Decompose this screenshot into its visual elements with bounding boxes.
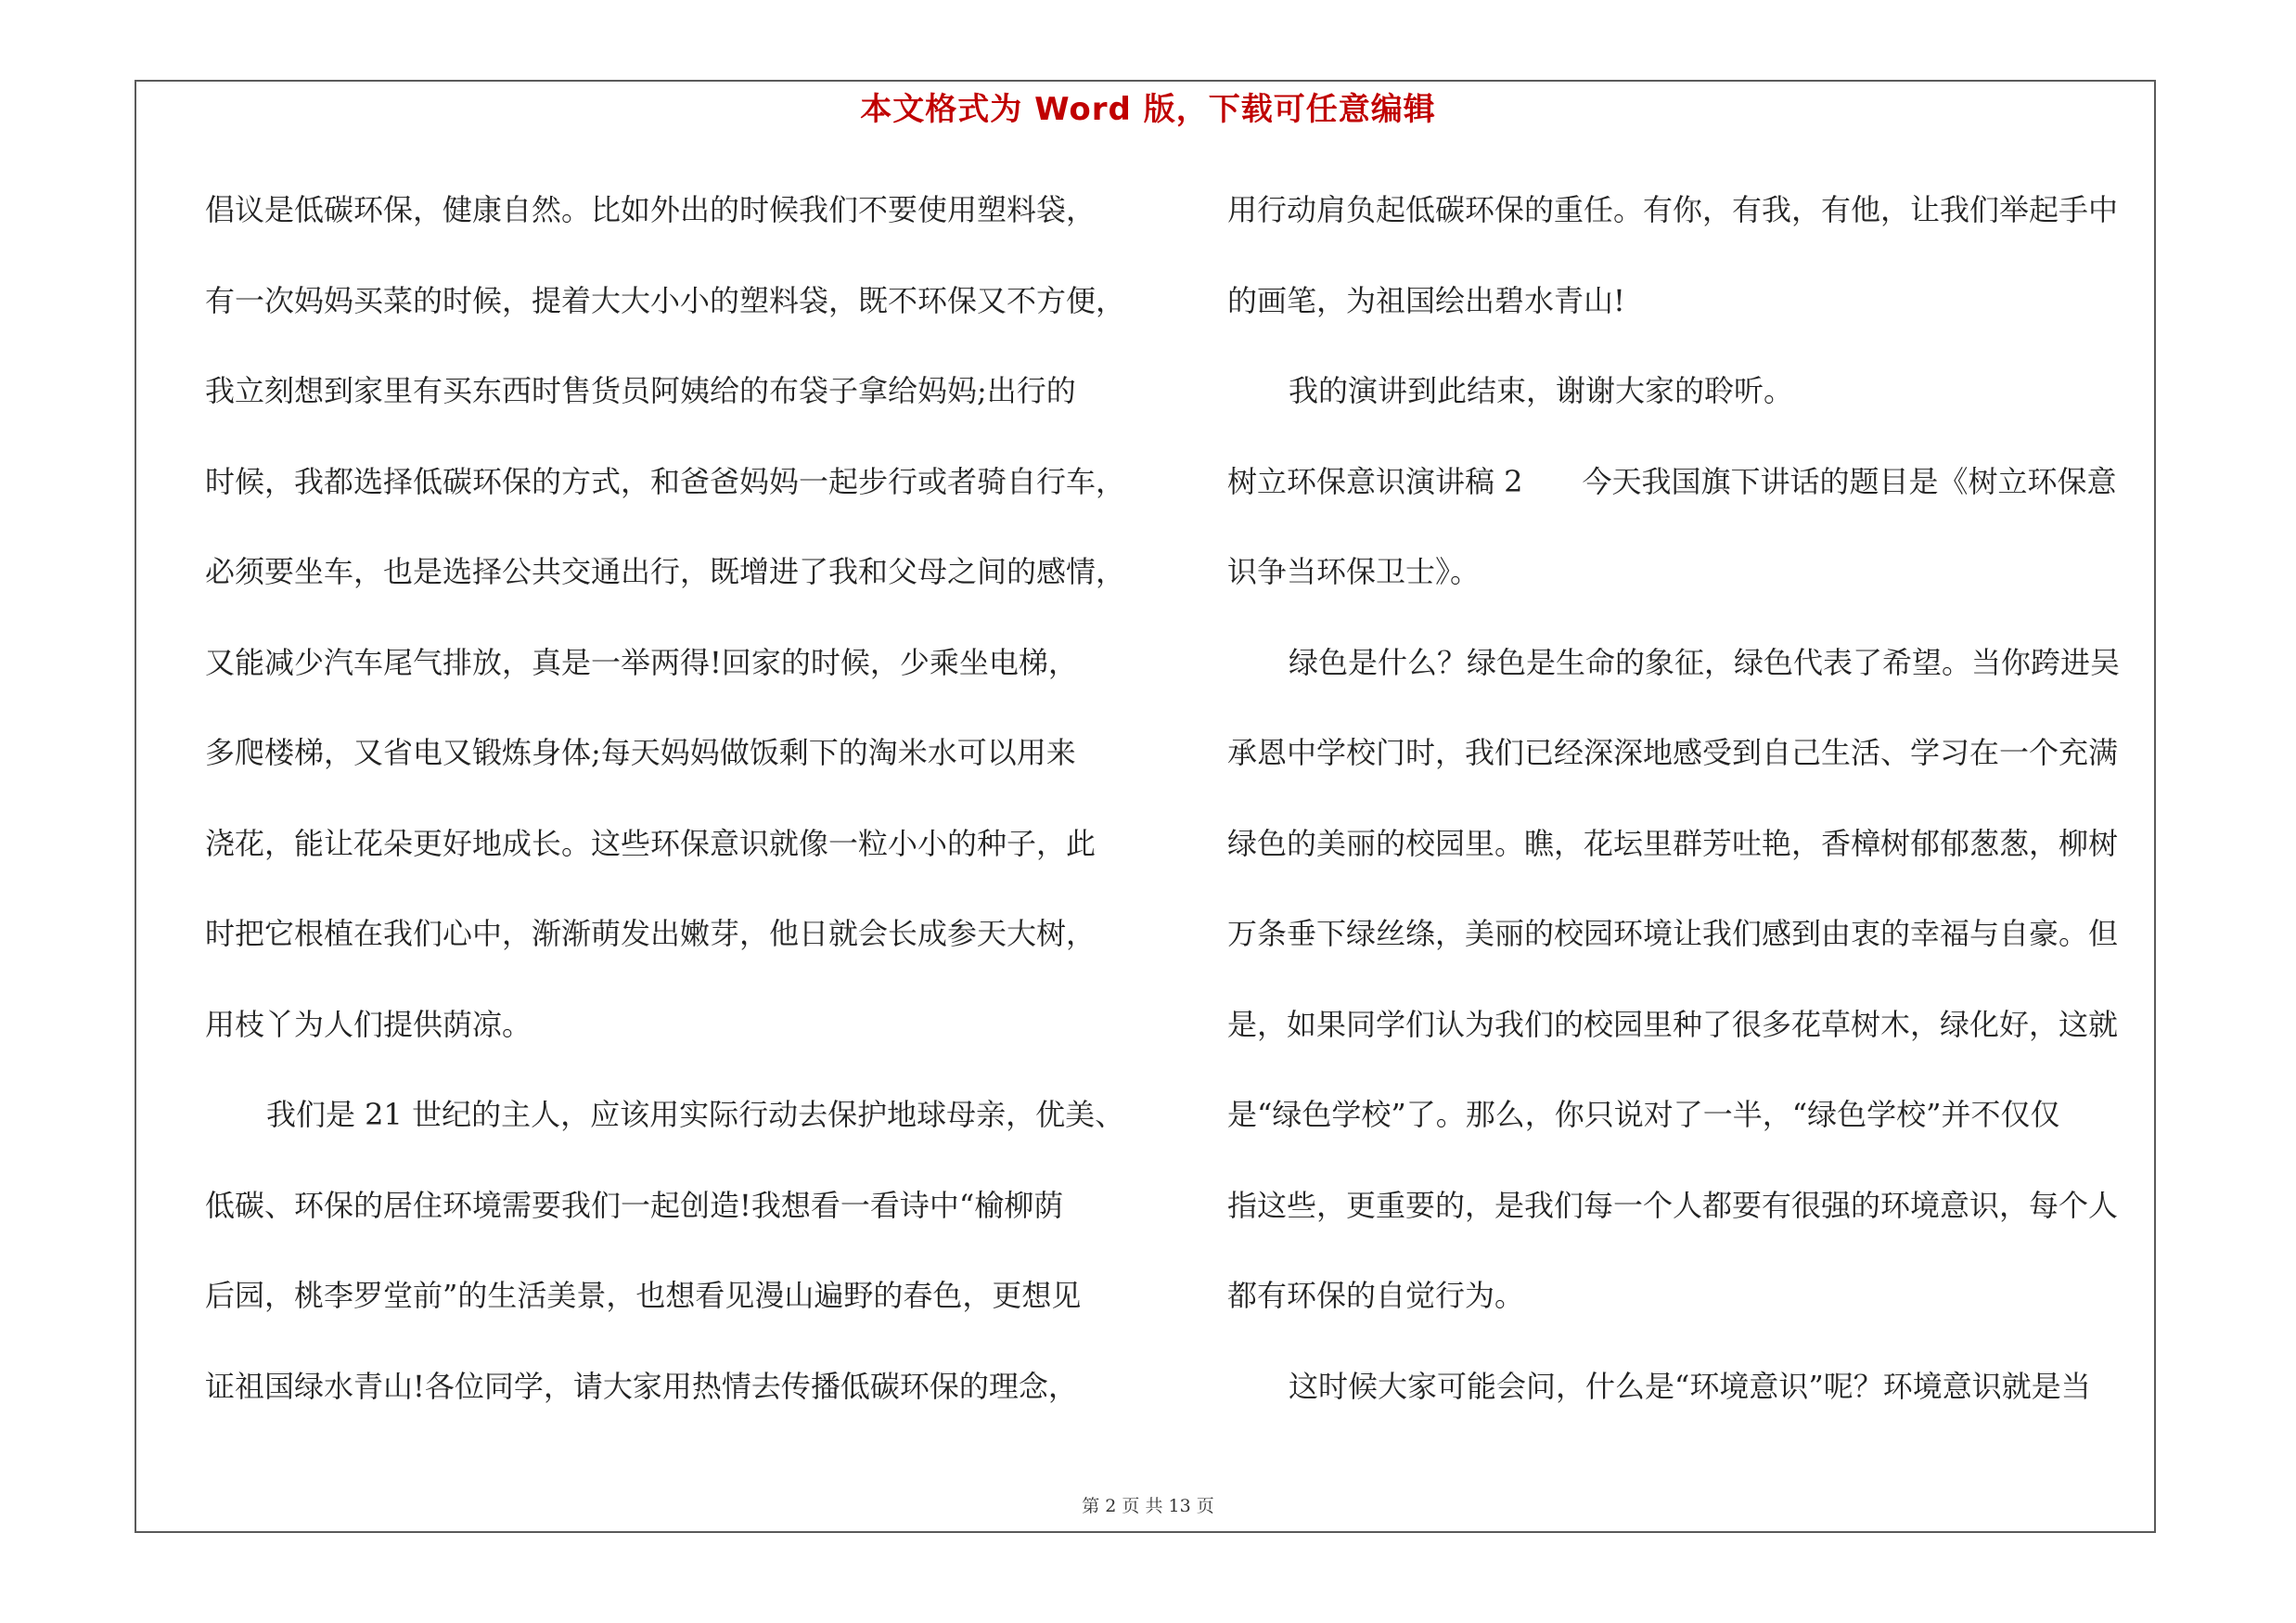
text-line: 低碳、环保的居住环境需要我们一起创造!我想看一看诗中“榆柳荫 [205, 1187, 1064, 1223]
text-line: 的画笔，为祖国绘出碧水青山! [1227, 282, 1625, 318]
text-line: 是“绿色学校”了。那么，你只说对了一半，“绿色学校”并不仅仅 [1227, 1097, 2060, 1132]
text-line: 用行动肩负起低碳环保的重任。有你，有我，有他，让我们举起手中 [1227, 192, 2119, 227]
text-line: 多爬楼梯，又省电又锻炼身体;每天妈妈做饭剩下的淘米水可以用来 [205, 735, 1076, 770]
text-line: 我立刻想到家里有买东西时售货员阿姨给的布袋子拿给妈妈;出行的 [205, 373, 1076, 408]
text-line: 树立环保意识演讲稿 2 今天我国旗下讲话的题目是《树立环保意 [1227, 463, 2117, 499]
text-line: 我们是 21 世纪的主人，应该用实际行动去保护地球母亲，优美、 [266, 1097, 1125, 1132]
text-line: 又能减少汽车尾气排放，真是一举两得!回家的时候，少乘坐电梯， [205, 644, 1078, 680]
text-line: 万条垂下绿丝绦，美丽的校园环境让我们感到由衷的幸福与自豪。但 [1227, 916, 2119, 951]
text-line: 证祖国绿水青山!各位同学，请大家用热情去传播低碳环保的理念， [205, 1368, 1078, 1404]
text-line: 都有环保的自觉行为。 [1227, 1278, 1525, 1313]
text-line: 是，如果同学们认为我们的校园里种了很多花草树木，绿化好，这就 [1227, 1006, 2119, 1042]
text-line: 识争当环保卫士》。 [1227, 554, 1481, 589]
text-line: 我的演讲到此结束，谢谢大家的聆听。 [1289, 373, 1794, 408]
text-line: 后园，桃李罗堂前”的生活美景，也想看见漫山遍野的春色，更想见 [205, 1278, 1082, 1313]
text-line: 绿色是什么？绿色是生命的象征，绿色代表了希望。当你跨进吴 [1289, 644, 2121, 680]
left-text-column [205, 182, 1151, 1453]
text-line: 指这些，更重要的，是我们每一个人都要有很强的环境意识，每个人 [1227, 1187, 2119, 1223]
page-number-footer: 第 2 页 共 13 页 [1082, 1496, 1214, 1516]
text-line: 时候，我都选择低碳环保的方式，和爸爸妈妈一起步行或者骑自行车， [205, 463, 1126, 499]
text-line: 绿色的美丽的校园里。瞧，花坛里群芳吐艳，香樟树郁郁葱葱，柳树 [1227, 825, 2119, 861]
right-text-column [1227, 182, 2155, 1453]
text-line: 承恩中学校门时，我们已经深深地感受到自己生活、学习在一个充满 [1227, 735, 2119, 770]
text-line: 用枝丫为人们提供荫凉。 [205, 1006, 532, 1042]
page-banner: 本文格式为 Word 版，下载可任意编辑 [860, 91, 1436, 128]
text-line: 倡议是低碳环保，健康自然。比如外出的时候我们不要使用塑料袋， [205, 192, 1097, 227]
text-line: 这时候大家可能会问，什么是“环境意识”呢？环境意识就是当 [1289, 1368, 2091, 1404]
text-line: 时把它根植在我们心中，渐渐萌发出嫩芽，他日就会长成参天大树， [205, 916, 1097, 951]
text-line: 浇花，能让花朵更好地成长。这些环保意识就像一粒小小的种子，此 [205, 825, 1097, 861]
text-line: 必须要坐车，也是选择公共交通出行，既增进了我和父母之间的感情， [205, 554, 1126, 589]
text-line: 有一次妈妈买菜的时候，提着大大小小的塑料袋，既不环保又不方便， [205, 282, 1126, 318]
